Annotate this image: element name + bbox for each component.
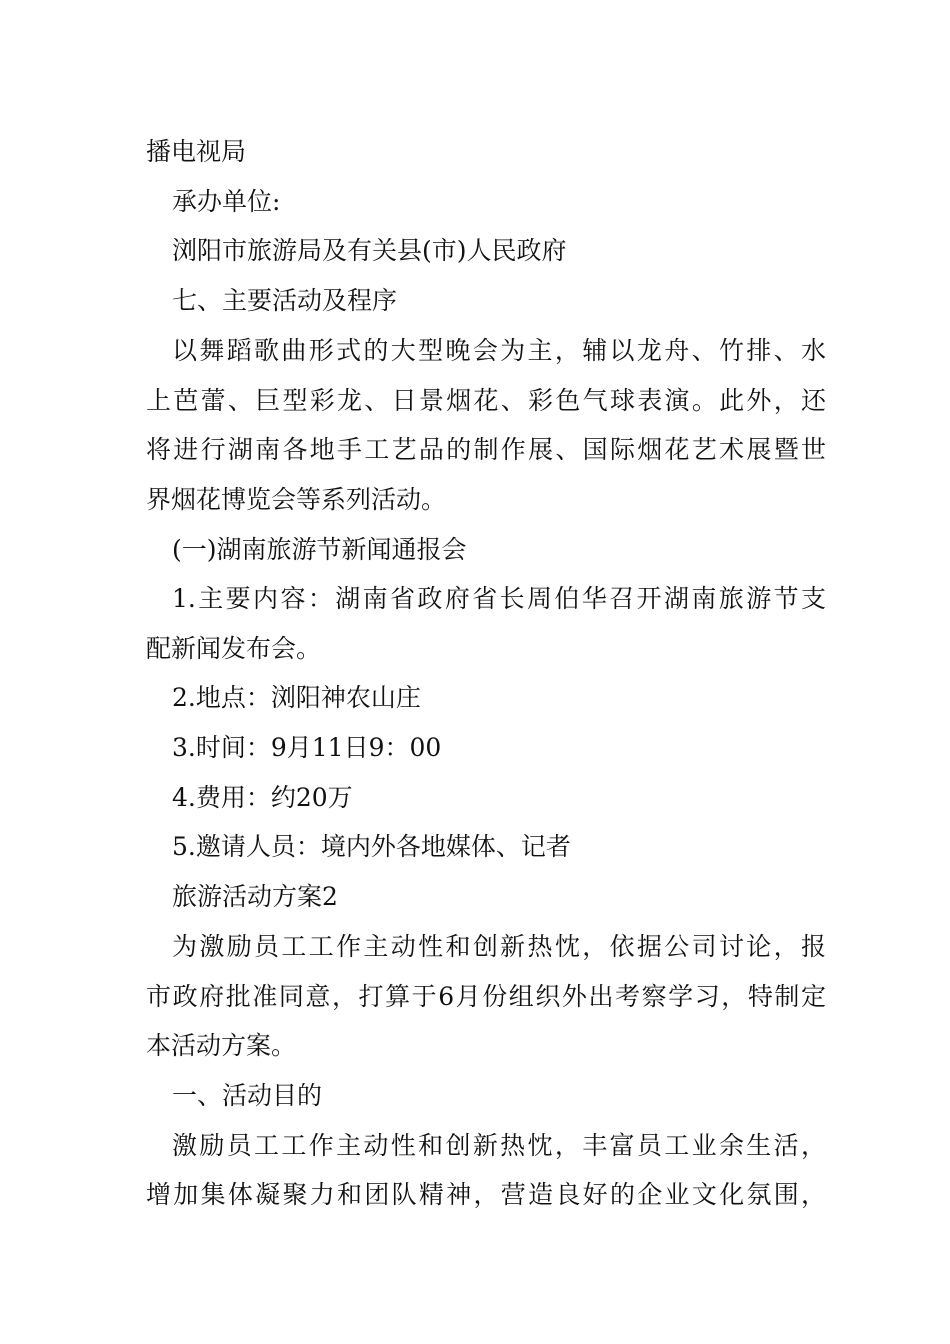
list-item: 1.主要内容：湖南省政府省长周伯华召开湖南旅游节支 (172, 584, 826, 613)
section-heading: 七、主要活动及程序 (172, 286, 398, 315)
list-item: 2.地点：浏阳神农山庄 (172, 683, 421, 712)
paragraph-line: 界烟花博览会等系列活动。 (146, 485, 447, 514)
text-line: 播电视局 (146, 137, 247, 166)
section-heading: 一、活动目的 (172, 1081, 323, 1110)
subsection-heading: (一)湖南旅游节新闻通报会 (172, 535, 467, 564)
list-item: 5.邀请人员：境内外各地媒体、记者 (172, 832, 571, 861)
text-line: 承办单位: (172, 187, 281, 216)
paragraph-line: 激励员工工作主动性和创新热忱，丰富员工业余生活， (172, 1131, 826, 1160)
document-subtitle: 旅游活动方案2 (172, 882, 338, 911)
text-line: 浏阳市旅游局及有关县(市)人民政府 (172, 236, 567, 265)
list-item: 3.时间：9月11日9：00 (172, 733, 442, 762)
paragraph-line: 以舞蹈歌曲形式的大型晚会为主，辅以龙舟、竹排、水 (172, 336, 826, 365)
list-item: 4.费用：约20万 (172, 783, 353, 812)
paragraph-line: 市政府批准同意，打算于6月份组织外出考察学习，特制定 (146, 982, 826, 1011)
paragraph-line: 本活动方案。 (146, 1031, 297, 1060)
paragraph-line: 为激励员工工作主动性和创新热忱，依据公司讨论，报 (172, 932, 826, 961)
paragraph-line: 将进行湖南各地手工艺品的制作展、国际烟花艺术展暨世 (146, 435, 826, 464)
paragraph-line: 上芭蕾、巨型彩龙、日景烟花、彩色气球表演。此外，还 (146, 386, 826, 415)
list-item-continuation: 配新闻发布会。 (146, 634, 322, 663)
paragraph-line: 增加集体凝聚力和团队精神，营造良好的企业文化氛围， (146, 1180, 826, 1209)
